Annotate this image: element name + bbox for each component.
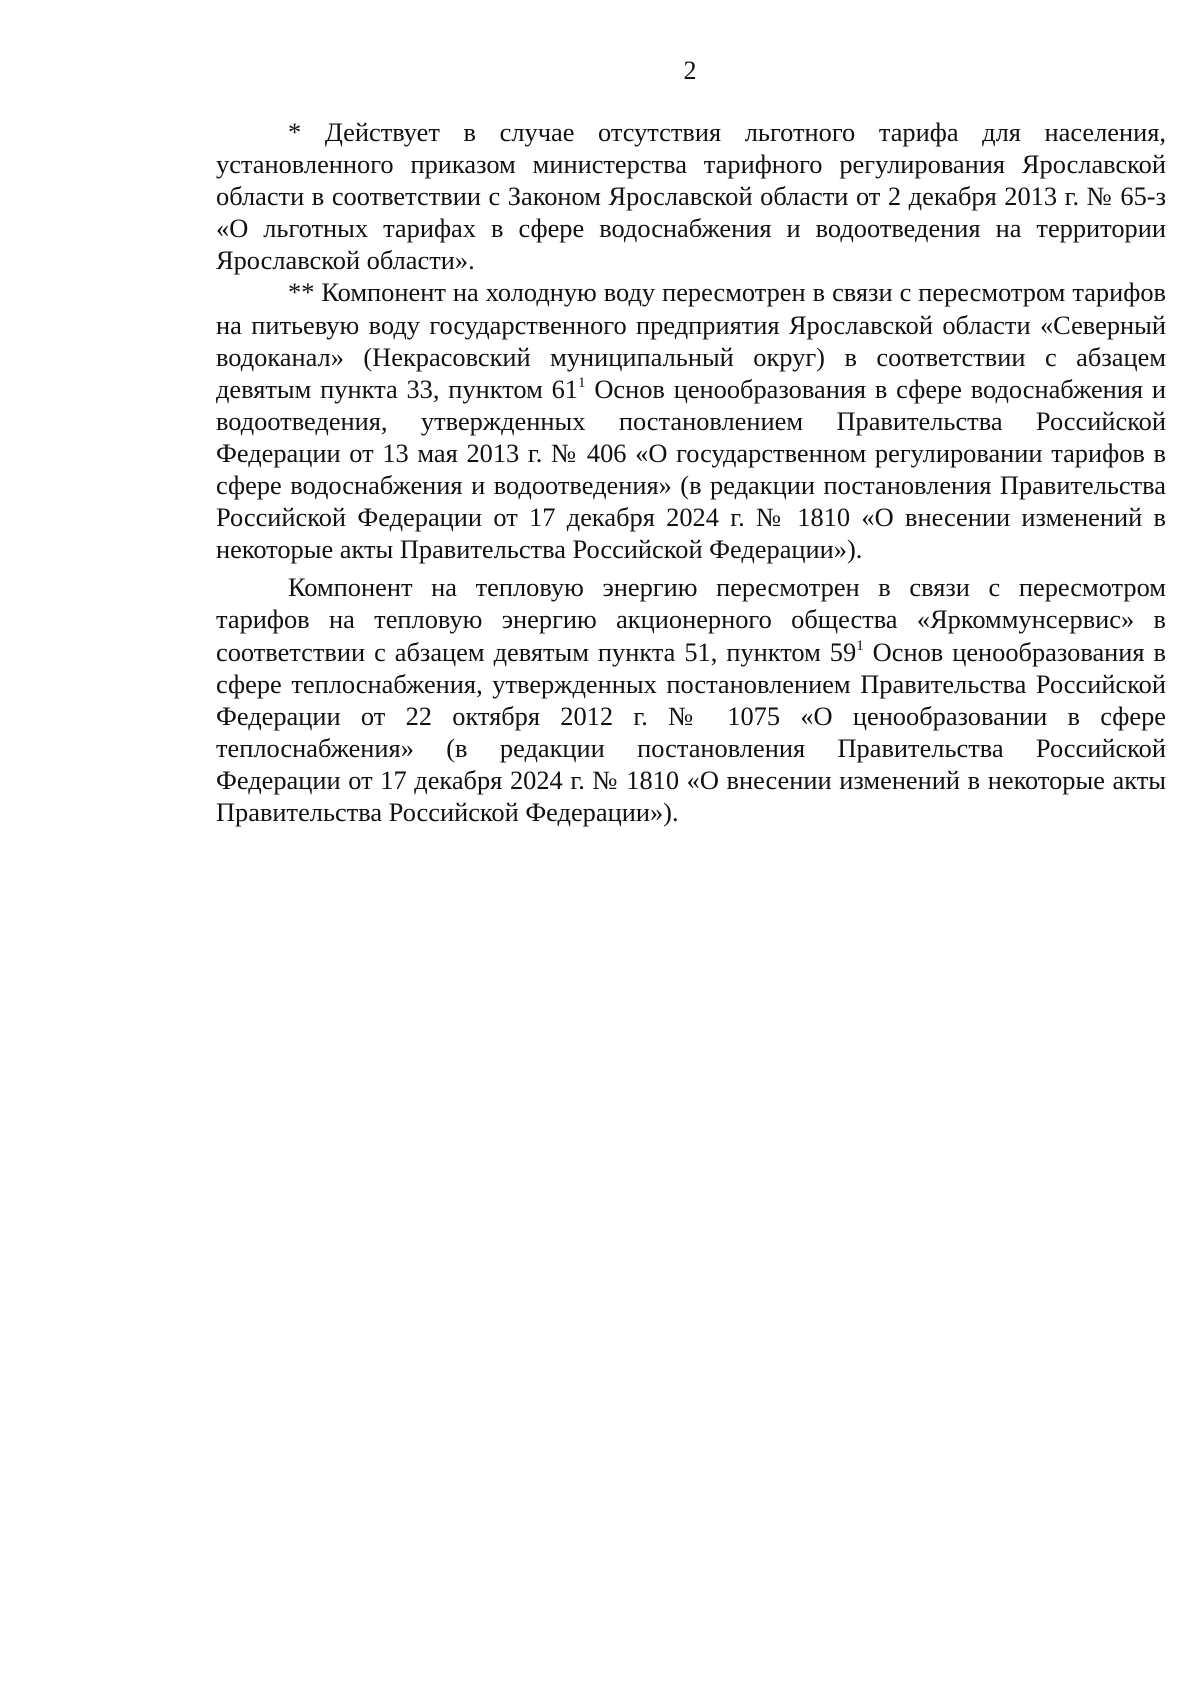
- heat-component-paragraph: [216, 571, 1166, 828]
- heat-component-text-part1: Компонент на тепловую энергию пересмотрен в связи с пересмотром тарифов на тепловую энергию акционерного общества «Яркоммунсервис» в соответствии с абзацем девятым пункта 51, пунктом 59: [216, 572, 1166, 667]
- heat-component-text-part2: Основ ценообразования в сфере теплоснабжения, утвержденных постановлением Правительства Российской Федерации от 22 октября 2012 г. № 1075 «О ценообразовании в сфере теплоснабжения» (в редакции постановления Правительства Российской Федерации от 17 декабря 2024 г. № 1810 «О внесении изменений в некоторые акты Правительства Российской Федерации»).: [216, 636, 1167, 827]
- footnote-2-text-part1: ** Компонент на холодную воду пересмотрен в связи с пересмотром тарифов на питьевую воду государственного предприятия Ярославской области «Северный водоканал» (Некрасовский муниципальный округ) в соответствии с абзацем девятым пункта 33, пунктом 61: [216, 277, 1166, 404]
- page-number: 2: [683, 56, 697, 85]
- footnote-1-text: * Действует в случае отсутствия льготного тарифа для населения, установленного приказом министерства тарифного регулирования Ярославской области в соответствии с Законом Ярославской области от 2 декабря 2013 г. № 65-з «О льготных тарифах в сфере водоснабжения и водоотведения на территории Ярославской области».: [216, 117, 1166, 276]
- footnote-paragraph-1: [216, 116, 1166, 276]
- heat-component-superscript: 1: [856, 637, 864, 654]
- footnote-2-text-part2: Основ ценообразования в сфере водоснабжения и водоотведения, утвержденных постановлением Правительства Российской Федерации от 13 мая 2013 г. № 406 «О государственном регулировании тарифов в сфере водоснабжения и водоотведения» (в редакции постановления Правительства Российской Федерации от 17 декабря 2024 г. № 1810 «О внесении изменений в некоторые акты Правительства Российской Федерации»).: [216, 373, 1167, 565]
- footnote-paragraph-2: [216, 276, 1166, 565]
- document-body: [216, 116, 1166, 828]
- footnote-2-superscript: 1: [578, 374, 586, 391]
